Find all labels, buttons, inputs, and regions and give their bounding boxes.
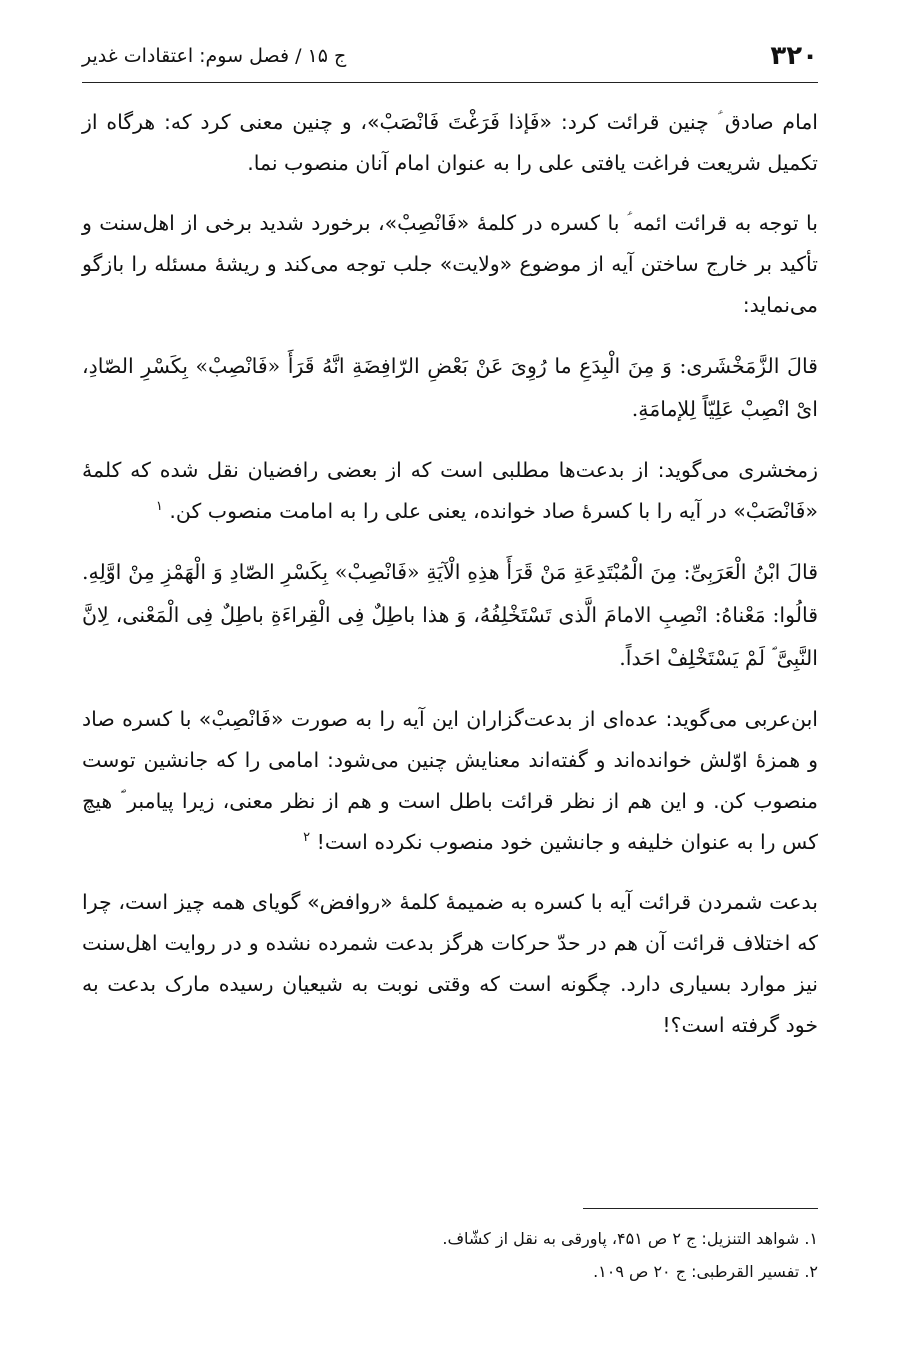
footnote-marker[interactable]: ۱ <box>155 499 163 515</box>
paragraph-text: قالَ الزَّمَخْشَری: وَ مِنَ الْبِدَعِ ما رُوِیَ عَنْ بَعْضِ الرّافِضَةِ انَّهُ قَرَأَ «فَانْصِبْ» بِکَسْرِ الصّادِ، ایْ انْصِبْ عَلِیّاً لِلإمامَةِ. <box>82 354 818 421</box>
footnote-marker[interactable]: ۲ <box>303 830 311 846</box>
paragraph-imam-sadiq-reading <box>82 102 818 184</box>
paragraph-text: با توجه به قرائت ائمه ؑ با کسره در کلمۀ «فَانْصِبْ»، برخورد شدید برخی از اهل‌سنت و تأکید بر خارج ساختن آیه از موضوع «ولایت» جلب توجه می‌کند و ریشۀ مسئله را بازگو می‌نماید: <box>82 211 818 317</box>
page-number: ۳۲۰ <box>770 41 818 71</box>
paragraph-text: زمخشری می‌گوید: از بدعت‌ها مطلبی است که از بعضی رافضیان نقل شده که کلمۀ «فَانْصَبْ» در آیه را با کسرۀ صاد خوانده، یعنی علی را به امامت منصوب کن. <box>82 458 818 523</box>
paragraph-zamakhshari-translation <box>82 450 818 532</box>
paragraph-conclusion <box>82 882 818 1046</box>
footnote-item: ۲. تفسیر القرطبی: ج ۲۰ ص ۱۰۹. <box>593 1262 818 1281</box>
page-header <box>82 30 818 83</box>
arabic-quote-zamakhshari <box>82 345 818 431</box>
paragraph-text: بدعت شمردن قرائت آیه با کسره به ضمیمۀ کلمۀ «روافض» گویای همه چیز است، چرا که اختلاف قرائت آن هم در حدّ حرکات هرگز بدعت شمرده نشده و در روایت اهل‌سنت نیز موارد بسیاری دارد. چگونه است که وقتی نوبت به شیعیان رسیده مارک بدعت به خود گرفته است؟! <box>82 890 818 1037</box>
paragraph-text: قالَ ابْنُ الْعَرَبِیِّ: مِنَ الْمُبْتَدِعَةِ مَنْ قَرَأَ هذِهِ الْآیَةِ «فَانْصِبْ» بِکَسْرِ الصّادِ وَ الْهَمْزِ مِنْ اوَّلِهِ. قالُوا: مَعْناهُ: انْصِبِ الامامَ الَّذی تَسْتَخْلِفُهُ، وَ هذا باطِلٌ فِی الْقِراءَةِ باطِلٌ فِی الْمَعْنی، لِانَّ النَّبِیَّ ؐ لَمْ یَسْتَخْلِفْ احَداً. <box>82 560 818 670</box>
running-title: ج ۱۵ / فصل سوم: اعتقادات غدیر <box>82 45 347 67</box>
paragraph-ibn-arabi-translation <box>82 699 818 863</box>
footnote-item: ۱. شواهد التنزیل: ج ۲ ص ۴۵۱، پاورقی به نقل از کشّاف. <box>442 1229 818 1248</box>
paragraph-text: امام صادق ؑ چنین قرائت کرد: «فَإذا فَرَغْتَ فَانْصَبْ»، و چنین معنی کرد که: هرگاه از تکمیل شریعت فراغت یافتی علی را به عنوان امام آنان منصوب نما. <box>82 110 818 175</box>
arabic-quote-ibn-arabi <box>82 551 818 680</box>
paragraph-text: ابن‌عربی می‌گوید: عده‌ای از بدعت‌گزاران این آیه را به صورت «فَانْصِبْ» با کسره صاد و همزۀ اوّلش خوانده‌اند و گفته‌اند معنایش چنین می‌شود: امامی را که جانشین توست منصوب کن. و این هم از نظر قرائت باطل است و هم از نظر معنی، زیرا پیامبر ؐ هیچ کس را به عنوان خلیفه و جانشین خود منصوب نکرده است! <box>82 707 818 854</box>
footnote-divider <box>583 1208 818 1209</box>
footnotes <box>82 1222 818 1288</box>
page-body <box>82 102 818 1065</box>
paragraph-imams-reading <box>82 203 818 326</box>
